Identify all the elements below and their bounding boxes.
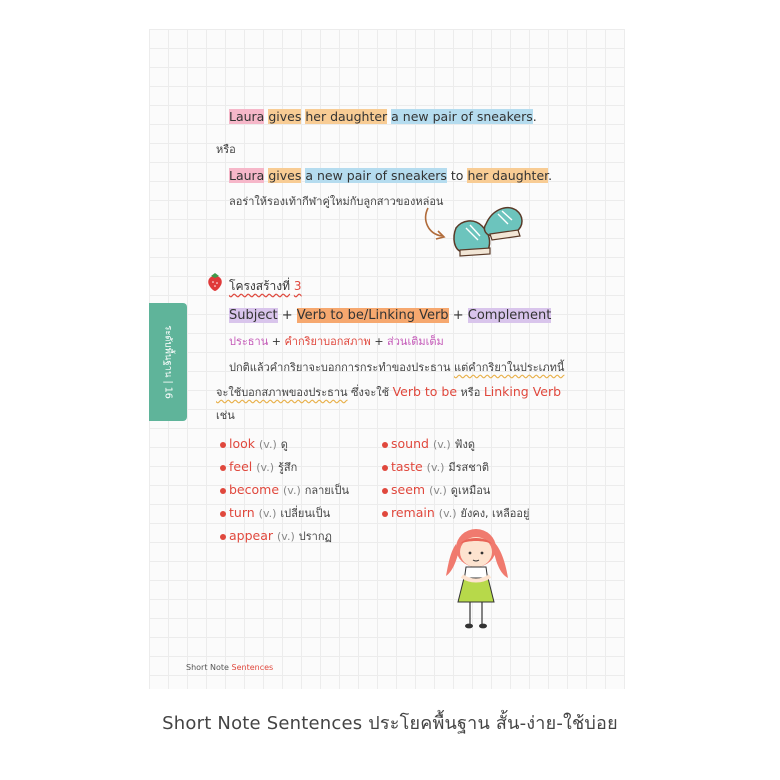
bullet-dot: [220, 442, 226, 448]
structure-formula: [229, 308, 551, 323]
example-sentence-2: [229, 168, 552, 183]
formula-thai-plus-2: +: [374, 335, 384, 348]
indirect-object-2: her daughter: [467, 168, 549, 183]
formula-thai-complement: ส่วนเติมเต็ม: [387, 335, 444, 348]
structure-formula-thai: [229, 332, 444, 350]
bullet-dot: [382, 465, 388, 471]
explanation-line-2: [216, 383, 561, 401]
girl-illustration: [440, 522, 512, 634]
explain-2a: จะใช้บอกสภาพของประธาน: [216, 386, 348, 399]
explain-verb-to-be: Verb to be: [392, 384, 458, 399]
bullet-dot: [382, 511, 388, 517]
list-item: feel (v.) รู้สึก: [220, 458, 297, 476]
indirect-object: her daughter: [305, 109, 388, 124]
product-caption: Short Note Sentences ประโยคพื้นฐาน สั้น-ง่าย-ใช้บ่อย: [162, 713, 618, 734]
formula-thai-verb: คำกริยาบอกสภาพ: [284, 335, 371, 348]
explain-1a: ปกติแล้วคำกริยาจะบอกการกระทำของประธาน: [229, 361, 451, 374]
explain-2d: หรือ: [460, 386, 481, 399]
list-item: look (v.) ดู: [220, 435, 288, 453]
footer-sentences: Sentences: [231, 663, 274, 672]
formula-complement: Complement: [467, 308, 552, 323]
direct-object: a new pair of sneakers: [391, 109, 533, 124]
subject-laura: Laura: [229, 109, 265, 124]
explain-1b: แต่คำกริยาในประเภทนี้: [453, 361, 565, 374]
list-item: seem (v.) ดูเหมือน: [382, 481, 490, 499]
formula-thai-plus-1: +: [271, 335, 281, 348]
bullet-dot: [220, 465, 226, 471]
period-2: .: [548, 168, 553, 183]
structure-number: 3: [293, 279, 302, 293]
direct-object-2: a new pair of sneakers: [305, 168, 447, 183]
bullet-dot: [220, 534, 226, 540]
formula-plus-1: +: [281, 308, 293, 323]
subject-laura-2: Laura: [229, 168, 265, 183]
or-label: หรือ: [216, 143, 236, 156]
sneaker-right-icon: [484, 208, 522, 240]
footer-short-note: Short Note: [186, 663, 229, 672]
page-footer: [186, 663, 273, 672]
formula-verb: Verb to be/Linking Verb: [296, 308, 449, 323]
formula-thai-subject: ประธาน: [229, 335, 269, 348]
verb-gives-2: gives: [268, 168, 302, 183]
chapter-side-tab-text: ระดับพื้นฐาน | 16: [162, 325, 174, 399]
bullet-dot: [382, 442, 388, 448]
list-item: become (v.) กลายเป็น: [220, 481, 349, 499]
translation-thai: ลอร่าให้รองเท้ากีฬาคู่ใหม่กับลูกสาวของหล่อน: [229, 195, 444, 208]
explanation-line-3: เช่น: [216, 409, 235, 422]
explain-2b: ซึ่งจะใช้: [351, 386, 390, 399]
list-item: appear (v.) ปรากฏ: [220, 527, 332, 545]
formula-subject: Subject: [229, 308, 278, 323]
explanation-line-1: [229, 358, 564, 376]
bullet-dot: [220, 488, 226, 494]
list-item: turn (v.) เปลี่ยนเป็น: [220, 504, 330, 522]
structure-heading: [229, 277, 302, 296]
bullet-dot: [382, 488, 388, 494]
example-sentence-1: [229, 109, 537, 124]
formula-plus-2: +: [452, 308, 464, 323]
period: .: [532, 109, 537, 124]
chapter-side-tab: [149, 303, 187, 421]
bullet-dot: [220, 511, 226, 517]
list-item: remain (v.) ยังคง, เหลืออยู่: [382, 504, 529, 522]
verb-gives: gives: [268, 109, 302, 124]
strawberry-icon: [206, 272, 224, 292]
list-item: sound (v.) ฟังดู: [382, 435, 475, 453]
list-item: taste (v.) มีรสชาติ: [382, 458, 489, 476]
explain-linking-verb: Linking Verb: [483, 384, 562, 399]
preposition-to: to: [450, 168, 464, 183]
structure-heading-text: โครงสร้างที่: [229, 279, 291, 293]
sneakers-illustration: [420, 198, 530, 264]
